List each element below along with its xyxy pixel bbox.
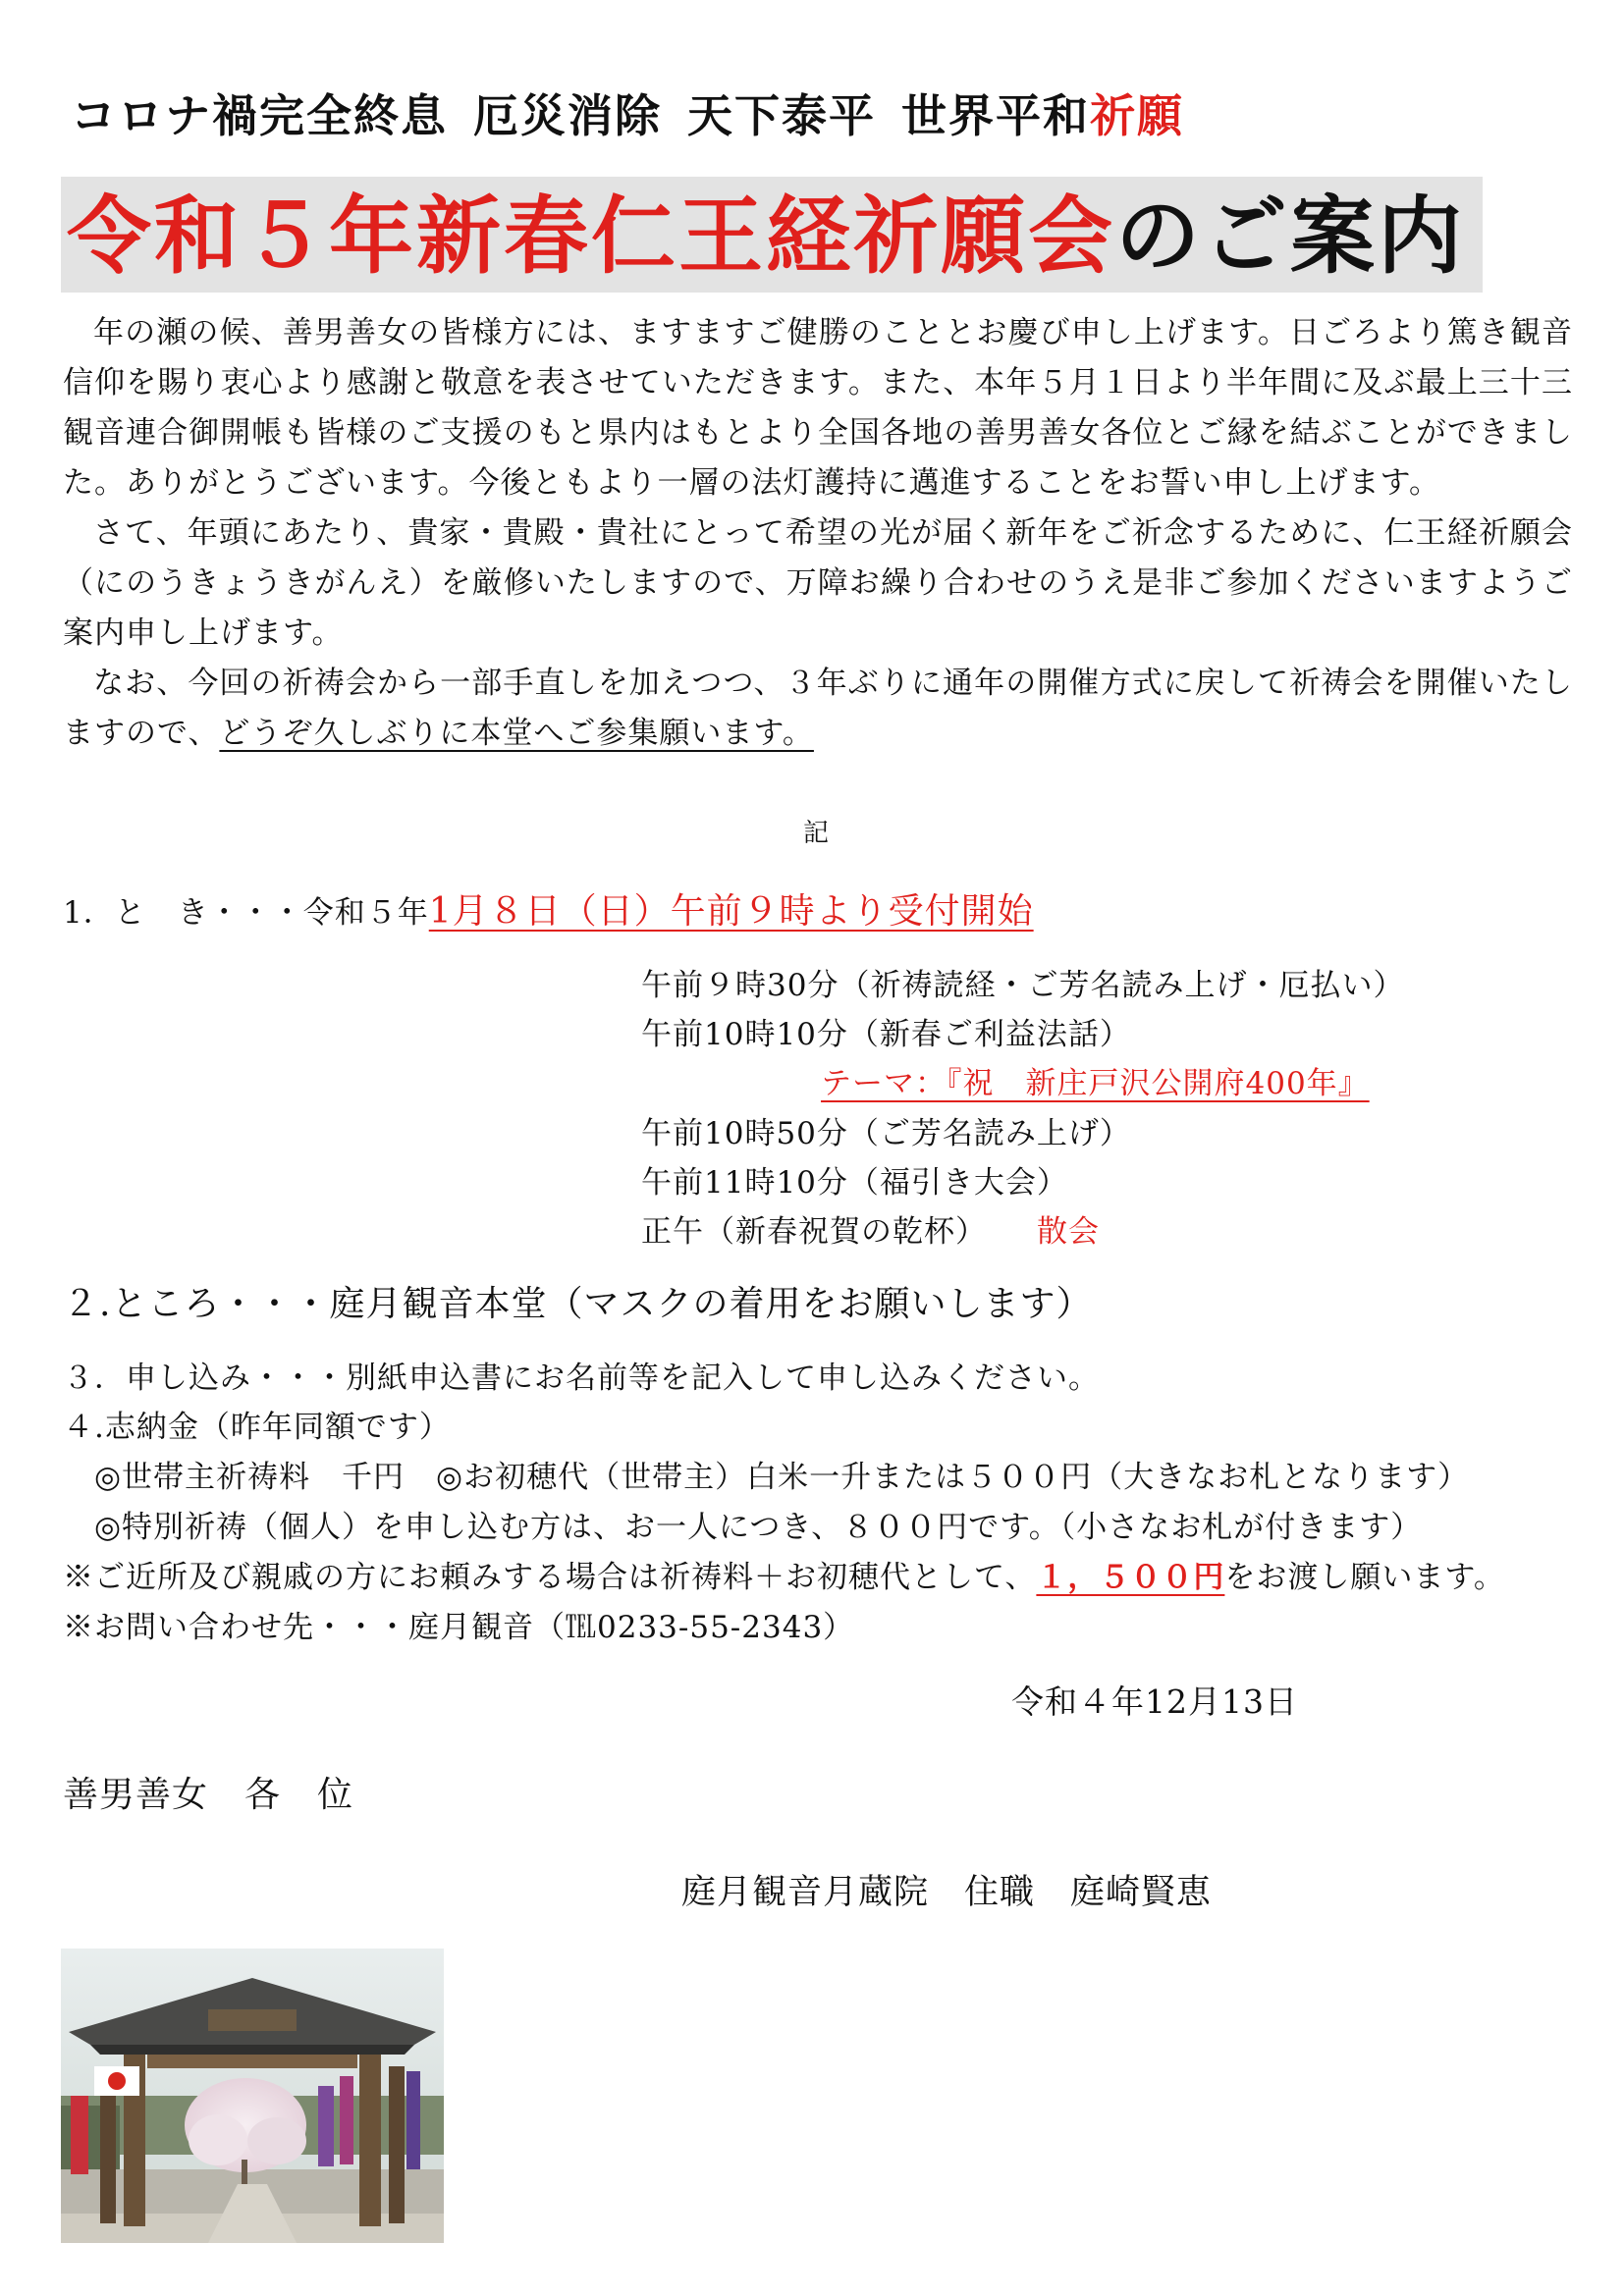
item-time-label: 1．と き・・・令和５年 [63,895,429,931]
note-proxy-text-end: をお渡し願います。 [1224,1560,1505,1595]
slogan-part: 世界平和 [901,89,1090,142]
temple-gate-image [61,1949,444,2243]
item-fee-line-2: ◎特別祈祷（個人）を申し込む方は、お一人につき、８００円です。（小さなお札が付きます） [94,1510,1423,1545]
title-main: 令和５年新春仁王経祈願会 [67,187,1115,286]
item-time-date: 1月８日（日）午前９時より受付開始 [428,891,1034,932]
slogan-heading [71,80,1184,145]
item-time [63,883,1034,934]
note-contact: ※お問い合わせ先・・・庭月観音（℡0233-55-2343） [63,1610,855,1645]
item-place: ２.ところ・・・庭月観音本堂（マスクの着用をお願いします） [63,1284,1093,1324]
schedule-close: 散会 [1037,1214,1100,1250]
signature: 庭月観音月蔵院 住職 庭崎賢恵 [681,1873,1213,1912]
intro-text [63,308,1573,759]
slogan-part-red: 祈願 [1090,89,1184,142]
title-suffix: のご案内 [1115,187,1465,286]
item-fee-label: ４.志納金（昨年同額です） [63,1410,451,1445]
item-fee-line-1: ◎世帯主祈祷料 千円 ◎お初穂代（世帯主）白米一升または５００円（大きなお札となります） [94,1460,1470,1495]
schedule-theme: テーマ：『祝 新庄戸沢公開府400年』 [821,1066,1370,1101]
intro-paragraph-3 [63,659,1573,759]
schedule-item: 午前９時30分（祈祷読経・ご芳名読み上げ・厄払い） [641,968,1405,1003]
schedule-item: 午前10時10分（新春ご利益法話） [641,1017,1131,1052]
ki-mark: 記 [803,819,831,848]
note-proxy [63,1552,1505,1596]
issue-date: 令和４年12月13日 [1011,1682,1298,1721]
note-proxy-text: ※ご近所及び親戚の方にお頼みする場合は祈祷料＋お初穂代として、 [63,1560,1037,1595]
intro-p3-underlined: どうぞ久しぶりに本堂へご参集願います。 [219,716,814,751]
intro-p3-text: なお、今回の祈祷会から一部手直しを加えつつ、３年ぶりに通年の開催方式に戻して祈祷会を開催いたしますので、 [63,666,1573,751]
item-application: ３．申し込み・・・別紙申込書にお名前等を記入して申し込みください。 [63,1361,1100,1396]
slogan-part: 厄災消除 [473,89,662,142]
temple-gate-photo [61,1949,444,2243]
intro-paragraph-1: 年の瀬の候、善男善女の皆様方には、ますますご健勝のこととお慶び申し上げます。日ごろより篤き観音信仰を賜り衷心より感謝と敬意を表させていただきます。また、本年５月１日より半年間に及ぶ最上三十三観音連合御開帳も皆様のご支援のもと県内はもとより全国各地の善男善女各位とご縁を結ぶことができました。ありがとうございます。今後ともより一層の法灯護持に邁進することをお誓い申し上げます。 [63,315,1573,501]
intro-paragraph-2: さて、年頭にあたり、貴家・貴殿・貴社にとって希望の光が届く新年をご祈念するために、仁王経祈願会（にのうきょうきがんえ）を厳修いたしますので、万障お繰り合わせのうえ是非ご参加くださいますようご案内申し上げます。 [63,515,1573,651]
note-proxy-amount: １，５００円 [1036,1560,1225,1595]
schedule-item: 正午（新春祝賀の乾杯） [641,1214,987,1250]
schedule-item: 午前11時10分（福引き大会） [641,1165,1068,1201]
slogan-part: 天下泰平 [687,89,876,142]
addressee: 善男善女 各 位 [63,1775,354,1815]
page-title [67,179,1465,294]
schedule-item: 午前10時50分（ご芳名読み上げ） [641,1116,1131,1151]
slogan-part: コロナ禍完全終息 [71,89,448,142]
